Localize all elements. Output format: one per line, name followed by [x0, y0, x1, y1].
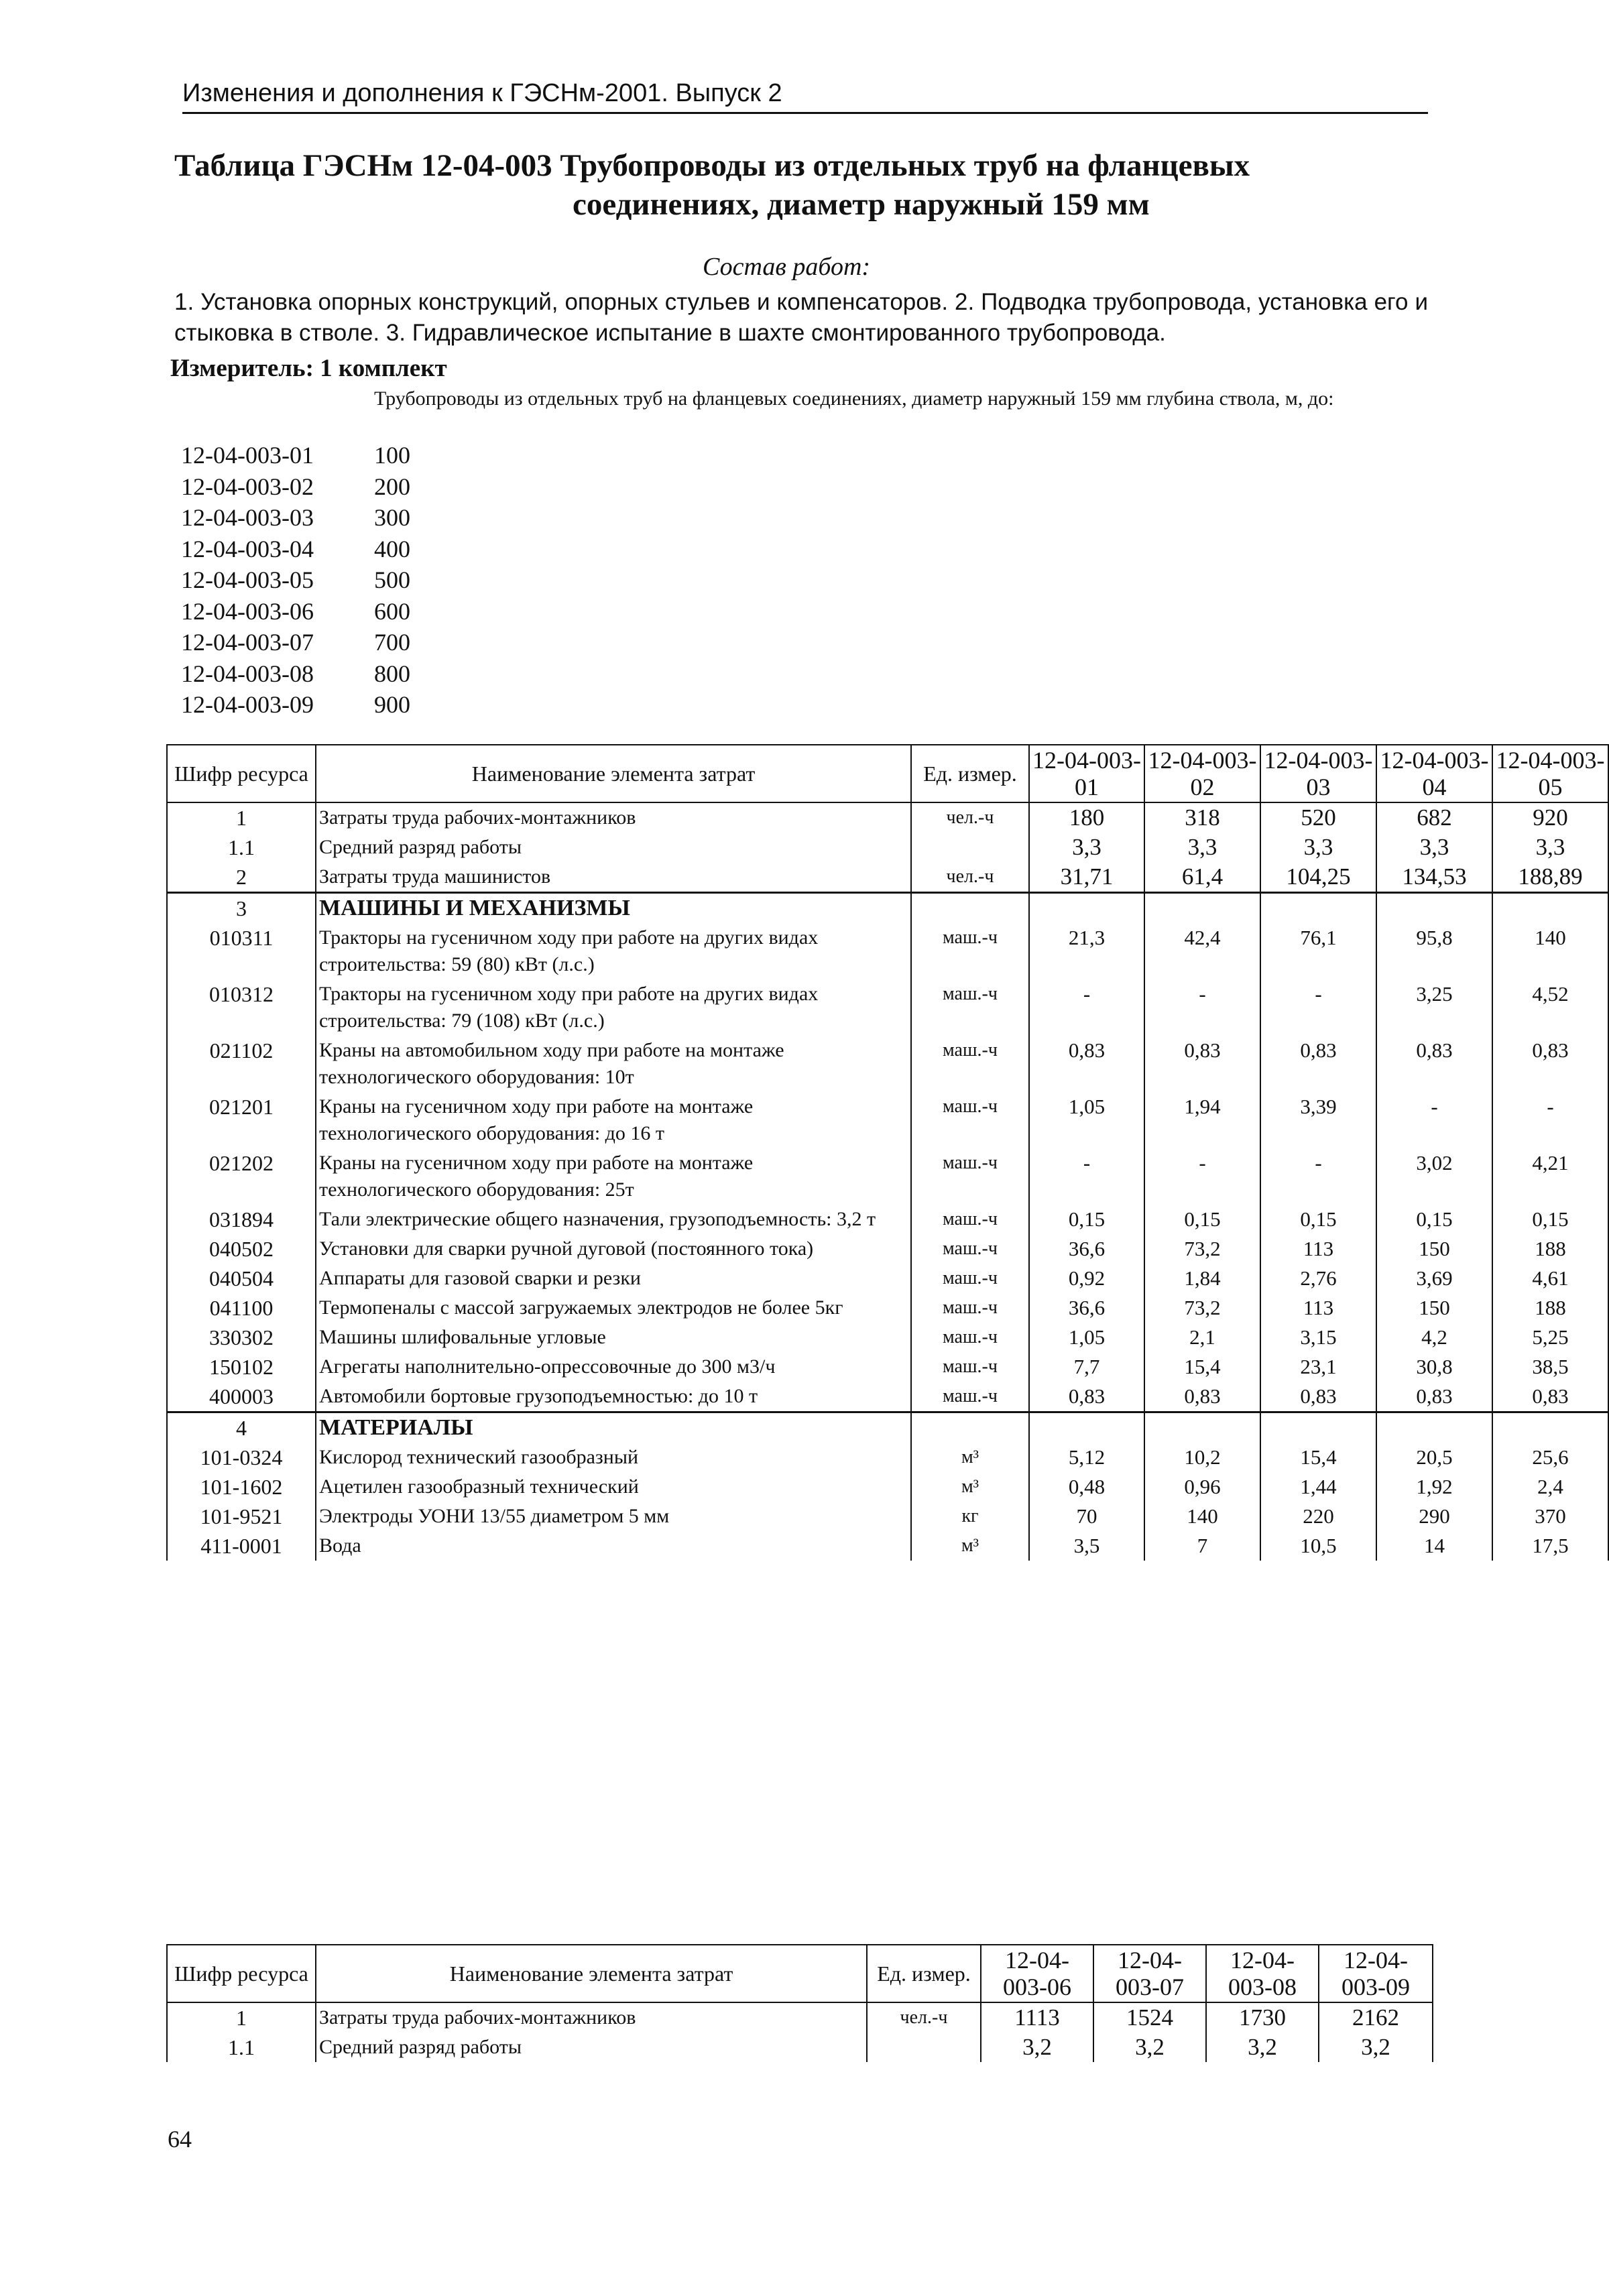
resource-value: 70	[1029, 1502, 1144, 1531]
resource-value: -	[1492, 1092, 1608, 1148]
resource-code: 021202	[167, 1148, 316, 1205]
resource-value: 73,2	[1144, 1234, 1260, 1264]
resource-value: 1,84	[1144, 1264, 1260, 1293]
code-row	[181, 534, 410, 565]
resource-name: Электроды УОНИ 13/55 диаметром 5 мм	[316, 1502, 911, 1531]
resource-value: 113	[1260, 1234, 1376, 1264]
resource-unit	[911, 833, 1029, 862]
resource-code: 021201	[167, 1092, 316, 1148]
resource-code: 021102	[167, 1036, 316, 1092]
depth: 500	[374, 566, 410, 593]
resource-value: 3,25	[1376, 979, 1492, 1036]
resource-value: 0,15	[1029, 1205, 1144, 1234]
resource-value: 113	[1260, 1293, 1376, 1323]
resource-value: 0,15	[1376, 1205, 1492, 1234]
resource-value: 0,83	[1376, 1036, 1492, 1092]
resource-value: 21,3	[1029, 923, 1144, 979]
resource-value: 20,5	[1376, 1443, 1492, 1472]
resource-name: Агрегаты наполнительно-опрессовочные до 300 м3/ч	[316, 1352, 911, 1382]
depth: 700	[374, 629, 410, 656]
resource-value: 2,4	[1492, 1472, 1608, 1502]
resource-code: 010312	[167, 979, 316, 1036]
resource-code: 031894	[167, 1205, 316, 1234]
depth: 200	[374, 473, 410, 500]
resource-value: 3,39	[1260, 1092, 1376, 1148]
work-composition-text: 1. Установка опорных конструкций, опорных стульев и компенсаторов. 2. Подводка трубопровода, установка его и стыковка в стволе. 3. Гидравлическое испытание в шахте смонтированного трубопровода.	[174, 289, 1428, 346]
resource-value: 38,5	[1492, 1352, 1608, 1382]
table-header-row	[167, 1945, 1433, 2002]
resource-value: 10,2	[1144, 1443, 1260, 1472]
depth: 900	[374, 691, 410, 718]
resource-unit: маш.-ч	[911, 1293, 1029, 1323]
resource-value: 15,4	[1260, 1443, 1376, 1472]
code: 12-04-003-08	[181, 660, 314, 687]
resource-value: 920	[1492, 802, 1608, 833]
code-row	[181, 440, 410, 471]
table-row	[167, 1443, 1608, 1472]
resource-value: 1,94	[1144, 1092, 1260, 1148]
resource-code: 2	[167, 862, 316, 893]
table-row	[167, 833, 1608, 862]
resource-code: 4	[167, 1412, 316, 1443]
resource-value: 3,69	[1376, 1264, 1492, 1293]
resource-value	[1029, 1412, 1144, 1443]
header-col: 12-04-003-09	[1319, 1945, 1433, 2002]
resource-unit: маш.-ч	[911, 1234, 1029, 1264]
resource-value: 2,1	[1144, 1323, 1260, 1352]
header-unit: Ед. измер.	[867, 1945, 981, 2002]
resource-value: 140	[1492, 923, 1608, 979]
resource-name: МАШИНЫ И МЕХАНИЗМЫ	[316, 893, 911, 924]
table-header-row	[167, 745, 1608, 802]
resource-code: 400003	[167, 1382, 316, 1412]
table-row	[167, 1352, 1608, 1382]
resource-name: Затраты труда рабочих-монтажников	[316, 2002, 867, 2033]
resource-code: 330302	[167, 1323, 316, 1352]
resource-value: 73,2	[1144, 1293, 1260, 1323]
resource-value: 2162	[1319, 2002, 1433, 2033]
resource-code: 101-0324	[167, 1443, 316, 1472]
resource-value: 0,83	[1492, 1036, 1608, 1092]
table-row	[167, 1234, 1608, 1264]
depth: 800	[374, 660, 410, 687]
code: 12-04-003-02	[181, 473, 314, 500]
table-row	[167, 1531, 1608, 1561]
resource-value: 5,12	[1029, 1443, 1144, 1472]
resource-code: 150102	[167, 1352, 316, 1382]
resource-value: 104,25	[1260, 862, 1376, 893]
table-row	[167, 1092, 1608, 1148]
header-name: Наименование элемента затрат	[316, 745, 911, 802]
table-row	[167, 979, 1608, 1036]
header-name: Наименование элемента затрат	[316, 1945, 867, 2002]
depth: 300	[374, 504, 410, 531]
resource-code: 040504	[167, 1264, 316, 1293]
header-col: 12-04-003-02	[1144, 745, 1260, 802]
resource-name: Средний разряд работы	[316, 833, 911, 862]
resource-value: -	[1144, 1148, 1260, 1205]
resource-name: Затраты труда рабочих-монтажников	[316, 802, 911, 833]
resource-value: 0,92	[1029, 1264, 1144, 1293]
resource-value: 10,5	[1260, 1531, 1376, 1561]
resource-unit: м³	[911, 1443, 1029, 1472]
resource-name: Аппараты для газовой сварки и резки	[316, 1264, 911, 1293]
resource-code: 3	[167, 893, 316, 924]
title-line-1: Таблица ГЭСНм 12-04-003 Трубопроводы из отдельных труб на фланцевых	[174, 148, 1250, 183]
code: 12-04-003-04	[181, 535, 314, 562]
resource-value: 3,2	[1206, 2033, 1319, 2062]
resource-value: 3,2	[1319, 2033, 1433, 2062]
table-title	[174, 146, 1428, 224]
header-col: 12-04-003-07	[1093, 1945, 1206, 2002]
resource-unit	[867, 2033, 981, 2062]
resource-value: -	[1376, 1092, 1492, 1148]
table-2-body	[167, 2002, 1433, 2062]
resource-value: 1113	[981, 2002, 1093, 2033]
resource-value: -	[1029, 1148, 1144, 1205]
header-code: Шифр ресурса	[167, 1945, 316, 2002]
resource-value: 188	[1492, 1293, 1608, 1323]
depth: 600	[374, 597, 410, 625]
resource-code: 101-1602	[167, 1472, 316, 1502]
resource-name: Термопеналы с массой загружаемых электродов не более 5кг	[316, 1293, 911, 1323]
table-row	[167, 1472, 1608, 1502]
resource-unit: маш.-ч	[911, 923, 1029, 979]
resource-value: 3,3	[1144, 833, 1260, 862]
table-row	[167, 1323, 1608, 1352]
resource-value: 0,83	[1029, 1382, 1144, 1412]
page-header: Изменения и дополнения к ГЭСНм-2001. Выпуск 2	[182, 79, 1428, 114]
page-number: 64	[168, 2126, 192, 2153]
code: 12-04-003-01	[181, 442, 314, 469]
resource-unit: маш.-ч	[911, 979, 1029, 1036]
code-row	[181, 596, 410, 627]
table-row	[167, 802, 1608, 833]
title-line-2: соединениях, диаметр наружный 159 мм	[573, 187, 1150, 222]
resource-value: 1,05	[1029, 1092, 1144, 1148]
code-row	[181, 627, 410, 658]
table-row	[167, 1148, 1608, 1205]
code-row	[181, 471, 410, 503]
section-row	[167, 1412, 1608, 1443]
resource-value: -	[1029, 979, 1144, 1036]
resource-table-2	[166, 1944, 1433, 2062]
resource-value	[1492, 1412, 1608, 1443]
resource-value: -	[1260, 1148, 1376, 1205]
resource-value: 3,5	[1029, 1531, 1144, 1561]
resource-value: 1,44	[1260, 1472, 1376, 1502]
resource-value: 370	[1492, 1502, 1608, 1531]
resource-value: 318	[1144, 802, 1260, 833]
resource-value: 0,15	[1260, 1205, 1376, 1234]
header-col: 12-04-003-08	[1206, 1945, 1319, 2002]
resource-code: 1.1	[167, 833, 316, 862]
resource-unit: маш.-ч	[911, 1352, 1029, 1382]
resource-value: 36,6	[1029, 1234, 1144, 1264]
header-col: 12-04-003-06	[981, 1945, 1093, 2002]
resource-value: 0,96	[1144, 1472, 1260, 1502]
table-row	[167, 1036, 1608, 1092]
resource-code: 041100	[167, 1293, 316, 1323]
resource-name: Автомобили бортовые грузоподъемностью: до 10 т	[316, 1382, 911, 1412]
table-row	[167, 1502, 1608, 1531]
resource-value: 42,4	[1144, 923, 1260, 979]
resource-value: 4,2	[1376, 1323, 1492, 1352]
resource-value: 1,92	[1376, 1472, 1492, 1502]
resource-value	[1029, 893, 1144, 924]
resource-value	[1376, 893, 1492, 924]
resource-value: 0,83	[1260, 1036, 1376, 1092]
resource-value: 3,3	[1029, 833, 1144, 862]
table-1-body	[167, 802, 1608, 1561]
header-col: 12-04-003-01	[1029, 745, 1144, 802]
resource-value: 188	[1492, 1234, 1608, 1264]
resource-value: 61,4	[1144, 862, 1260, 893]
resource-value	[1260, 893, 1376, 924]
resource-value: 0,83	[1492, 1382, 1608, 1412]
resource-value: 25,6	[1492, 1443, 1608, 1472]
resource-unit: маш.-ч	[911, 1382, 1029, 1412]
resource-value: 36,6	[1029, 1293, 1144, 1323]
resource-code: 010311	[167, 923, 316, 979]
resource-value: 682	[1376, 802, 1492, 833]
code-row	[181, 502, 410, 534]
resource-name: Затраты труда машинистов	[316, 862, 911, 893]
resource-value	[1260, 1412, 1376, 1443]
header-code: Шифр ресурса	[167, 745, 316, 802]
table-row	[167, 862, 1608, 893]
resource-value: 1730	[1206, 2002, 1319, 2033]
pipeline-description: Трубопроводы из отдельных труб на фланцевых соединениях, диаметр наружный 159 мм глубина ствола, м, до:	[374, 387, 1334, 410]
header-col: 12-04-003-04	[1376, 745, 1492, 802]
resource-unit: маш.-ч	[911, 1205, 1029, 1234]
resource-value: 30,8	[1376, 1352, 1492, 1382]
work-composition-heading: Состав работ:	[703, 253, 871, 281]
resource-name: Краны на автомобильном ходу при работе на монтаже технологического оборудования: 10т	[316, 1036, 911, 1092]
resource-code: 1	[167, 2002, 316, 2033]
resource-value: 140	[1144, 1502, 1260, 1531]
resource-unit: чел.-ч	[867, 2002, 981, 2033]
resource-value: 14	[1376, 1531, 1492, 1561]
code-row	[181, 689, 410, 721]
resource-value: 188,89	[1492, 862, 1608, 893]
resource-name: Машины шлифовальные угловые	[316, 1323, 911, 1352]
resource-value	[1144, 893, 1260, 924]
resource-value: 220	[1260, 1502, 1376, 1531]
resource-code: 1.1	[167, 2033, 316, 2062]
resource-unit: маш.-ч	[911, 1092, 1029, 1148]
resource-value: 0,15	[1144, 1205, 1260, 1234]
resource-unit: м³	[911, 1531, 1029, 1561]
resource-value: 1524	[1093, 2002, 1206, 2033]
resource-unit: маш.-ч	[911, 1264, 1029, 1293]
resource-unit: кг	[911, 1502, 1029, 1531]
resource-value	[1376, 1412, 1492, 1443]
resource-name: Краны на гусеничном ходу при работе на монтаже технологического оборудования: до 16 т	[316, 1092, 911, 1148]
resource-table-1	[166, 744, 1609, 1561]
header-col: 12-04-003-03	[1260, 745, 1376, 802]
table-row	[167, 2002, 1433, 2033]
code-row	[181, 564, 410, 596]
resource-value: 0,48	[1029, 1472, 1144, 1502]
resource-value: 95,8	[1376, 923, 1492, 979]
resource-value: 4,52	[1492, 979, 1608, 1036]
table-row	[167, 1382, 1608, 1412]
resource-value	[1492, 893, 1608, 924]
measurement-unit: Измеритель: 1 комплект	[170, 355, 447, 382]
resource-value: 520	[1260, 802, 1376, 833]
section-row	[167, 893, 1608, 924]
resource-value: -	[1144, 979, 1260, 1036]
resource-value: 150	[1376, 1234, 1492, 1264]
resource-value: 180	[1029, 802, 1144, 833]
resource-value: 150	[1376, 1293, 1492, 1323]
resource-unit: чел.-ч	[911, 802, 1029, 833]
resource-value: 0,83	[1260, 1382, 1376, 1412]
table-row	[167, 2033, 1433, 2062]
header-col: 12-04-003-05	[1492, 745, 1608, 802]
resource-code: 040502	[167, 1234, 316, 1264]
resource-value: 3,3	[1376, 833, 1492, 862]
resource-value: 3,3	[1260, 833, 1376, 862]
resource-value: 3,2	[1093, 2033, 1206, 2062]
code-depth-list	[181, 440, 410, 721]
header-unit: Ед. измер.	[911, 745, 1029, 802]
resource-value: 5,25	[1492, 1323, 1608, 1352]
resource-value: 0,83	[1144, 1036, 1260, 1092]
table-row	[167, 923, 1608, 979]
resource-value: 3,2	[981, 2033, 1093, 2062]
resource-name: Кислород технический газообразный	[316, 1443, 911, 1472]
resource-name: Тракторы на гусеничном ходу при работе на других видах строительства: 59 (80) кВт (л.с.)	[316, 923, 911, 979]
resource-value: 290	[1376, 1502, 1492, 1531]
table-row	[167, 1264, 1608, 1293]
resource-value: 76,1	[1260, 923, 1376, 979]
resource-value: 31,71	[1029, 862, 1144, 893]
code: 12-04-003-07	[181, 629, 314, 656]
resource-value: 0,83	[1029, 1036, 1144, 1092]
resource-name: Средний разряд работы	[316, 2033, 867, 2062]
resource-unit: маш.-ч	[911, 1148, 1029, 1205]
resource-value: 17,5	[1492, 1531, 1608, 1561]
resource-value: 4,21	[1492, 1148, 1608, 1205]
resource-value: 7,7	[1029, 1352, 1144, 1382]
resource-value: 15,4	[1144, 1352, 1260, 1382]
resource-unit: чел.-ч	[911, 862, 1029, 893]
resource-value: 3,02	[1376, 1148, 1492, 1205]
resource-name: Вода	[316, 1531, 911, 1561]
resource-value: 0,83	[1144, 1382, 1260, 1412]
resource-unit: маш.-ч	[911, 1036, 1029, 1092]
resource-value: -	[1260, 979, 1376, 1036]
table-row	[167, 1293, 1608, 1323]
resource-name: Краны на гусеничном ходу при работе на монтаже технологического оборудования: 25т	[316, 1148, 911, 1205]
resource-name: Тали электрические общего назначения, грузоподъемность: 3,2 т	[316, 1205, 911, 1234]
resource-value: 0,83	[1376, 1382, 1492, 1412]
table-row	[167, 1205, 1608, 1234]
resource-name: Ацетилен газообразный технический	[316, 1472, 911, 1502]
code: 12-04-003-05	[181, 566, 314, 593]
resource-value: 4,61	[1492, 1264, 1608, 1293]
code: 12-04-003-09	[181, 691, 314, 718]
code: 12-04-003-06	[181, 597, 314, 625]
resource-unit	[911, 893, 1029, 924]
resource-value: 0,15	[1492, 1205, 1608, 1234]
resource-unit: маш.-ч	[911, 1323, 1029, 1352]
depth: 100	[374, 442, 410, 469]
resource-code: 101-9521	[167, 1502, 316, 1531]
resource-value: 7	[1144, 1531, 1260, 1561]
resource-value: 3,3	[1492, 833, 1608, 862]
resource-value: 2,76	[1260, 1264, 1376, 1293]
depth: 400	[374, 535, 410, 562]
resource-name: Установки для сварки ручной дуговой (постоянного тока)	[316, 1234, 911, 1264]
resource-value: 3,15	[1260, 1323, 1376, 1352]
resource-unit	[911, 1412, 1029, 1443]
resource-name: МАТЕРИАЛЫ	[316, 1412, 911, 1443]
code: 12-04-003-03	[181, 504, 314, 531]
resource-value: 1,05	[1029, 1323, 1144, 1352]
resource-code: 411-0001	[167, 1531, 316, 1561]
resource-name: Тракторы на гусеничном ходу при работе на других видах строительства: 79 (108) кВт (л.с.)	[316, 979, 911, 1036]
resource-value: 134,53	[1376, 862, 1492, 893]
resource-value: 23,1	[1260, 1352, 1376, 1382]
resource-code: 1	[167, 802, 316, 833]
resource-unit: м³	[911, 1472, 1029, 1502]
code-row	[181, 658, 410, 690]
resource-value	[1144, 1412, 1260, 1443]
